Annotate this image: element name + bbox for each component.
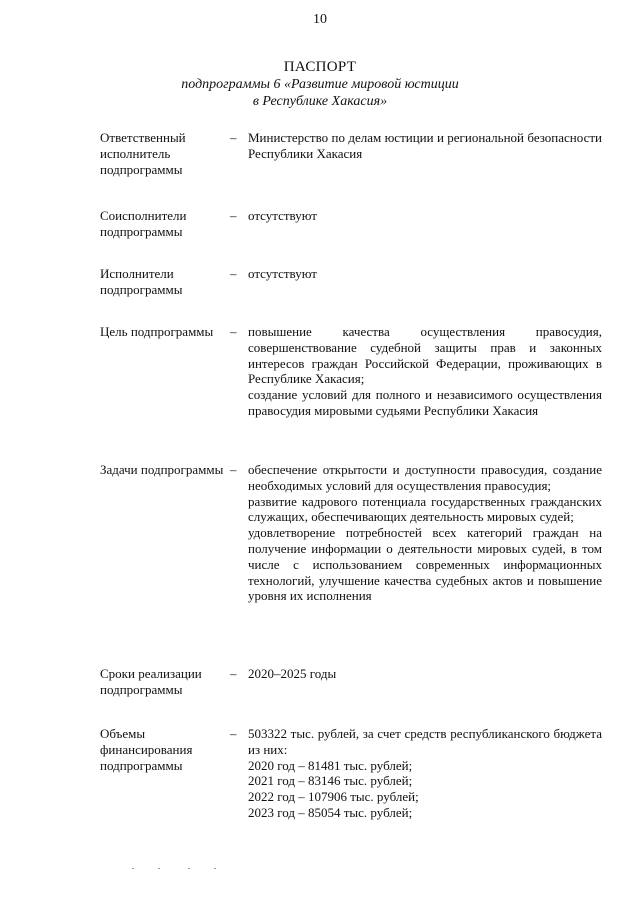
value-paragraph: повышение качества осуществления правосудия, совершенствование судебной защиты прав и законных интересов граждан Российской Федерации, проживающих в Республике Хакасия; bbox=[248, 324, 602, 387]
row-label: Объемы финансирования подпрограммы bbox=[100, 726, 193, 773]
row-dash: – bbox=[230, 324, 237, 339]
row-value bbox=[248, 726, 602, 821]
value-paragraph: обеспечение открытости и доступности правосудия, создание необходимых условий для осуществления правосудия; bbox=[248, 462, 602, 493]
row-label: Цель подпрограммы bbox=[100, 324, 214, 339]
row-value bbox=[248, 462, 602, 604]
value-paragraph: удовлетворение потребностей всех категорий граждан на получение информации о деятельности мировых судей, в том числе с использованием современных информационных технологий, улучшение качества судебных актов и повышение уровня их исполнения bbox=[248, 525, 602, 604]
subprogram-name-line-2: в Республике Хакасия» bbox=[252, 94, 388, 109]
row-label: Сроки реализации подпрограммы bbox=[100, 666, 202, 697]
document-header bbox=[0, 58, 640, 110]
value-paragraph: 2023 год – 85054 тыс. рублей; bbox=[248, 804, 413, 820]
row-label: Соисполнители подпрограммы bbox=[100, 208, 187, 239]
row-value bbox=[248, 130, 602, 162]
value-paragraph: развитие кадрового потенциала государственных гражданских служащих, обеспечивающих деятельность мировых судей; bbox=[248, 493, 602, 525]
row-label: Задачи подпрограммы bbox=[100, 462, 224, 477]
value-paragraph: отсутствуют bbox=[248, 208, 317, 223]
row-value bbox=[248, 208, 602, 224]
value-paragraph: 2021 год – 83146 тыс. рублей; bbox=[248, 773, 413, 789]
value-paragraph: 503322 тыс. рублей, за счет средств республиканского бюджета из них: bbox=[248, 726, 602, 757]
row-value bbox=[248, 666, 602, 682]
row-dash: – bbox=[230, 462, 237, 477]
row-dash: – bbox=[230, 266, 237, 281]
row-dash: – bbox=[230, 666, 237, 681]
subprogram-name-line-1: подпрограммы 6 «Развитие мировой юстиции bbox=[181, 77, 459, 92]
row-value bbox=[248, 266, 602, 282]
document-title: ПАСПОРТ bbox=[283, 59, 357, 75]
value-paragraph: создание условий для полного и независимого осуществления правосудия мировыми судьями Республики Хакасия bbox=[248, 387, 602, 418]
page-number: 10 bbox=[313, 12, 327, 27]
value-paragraph: 2020–2025 годы bbox=[248, 666, 337, 681]
row-dash: – bbox=[230, 208, 237, 223]
value-paragraph: 2020 год – 81481 тыс. рублей; bbox=[248, 757, 413, 773]
value-paragraph: отсутствуют bbox=[248, 266, 317, 281]
value-paragraph: 2022 год – 107906 тыс. рублей; bbox=[248, 789, 419, 805]
row-dash: – bbox=[230, 726, 237, 741]
row-label: Исполнители подпрограммы bbox=[100, 266, 183, 297]
scan-artifacts bbox=[118, 868, 238, 872]
value-paragraph: Министерство по делам юстиции и региональной безопасности Республики Хакасия bbox=[248, 130, 602, 161]
row-dash: – bbox=[230, 130, 237, 145]
row-label: Ответственный исполнитель подпрограммы bbox=[100, 130, 186, 177]
row-value bbox=[248, 324, 602, 419]
